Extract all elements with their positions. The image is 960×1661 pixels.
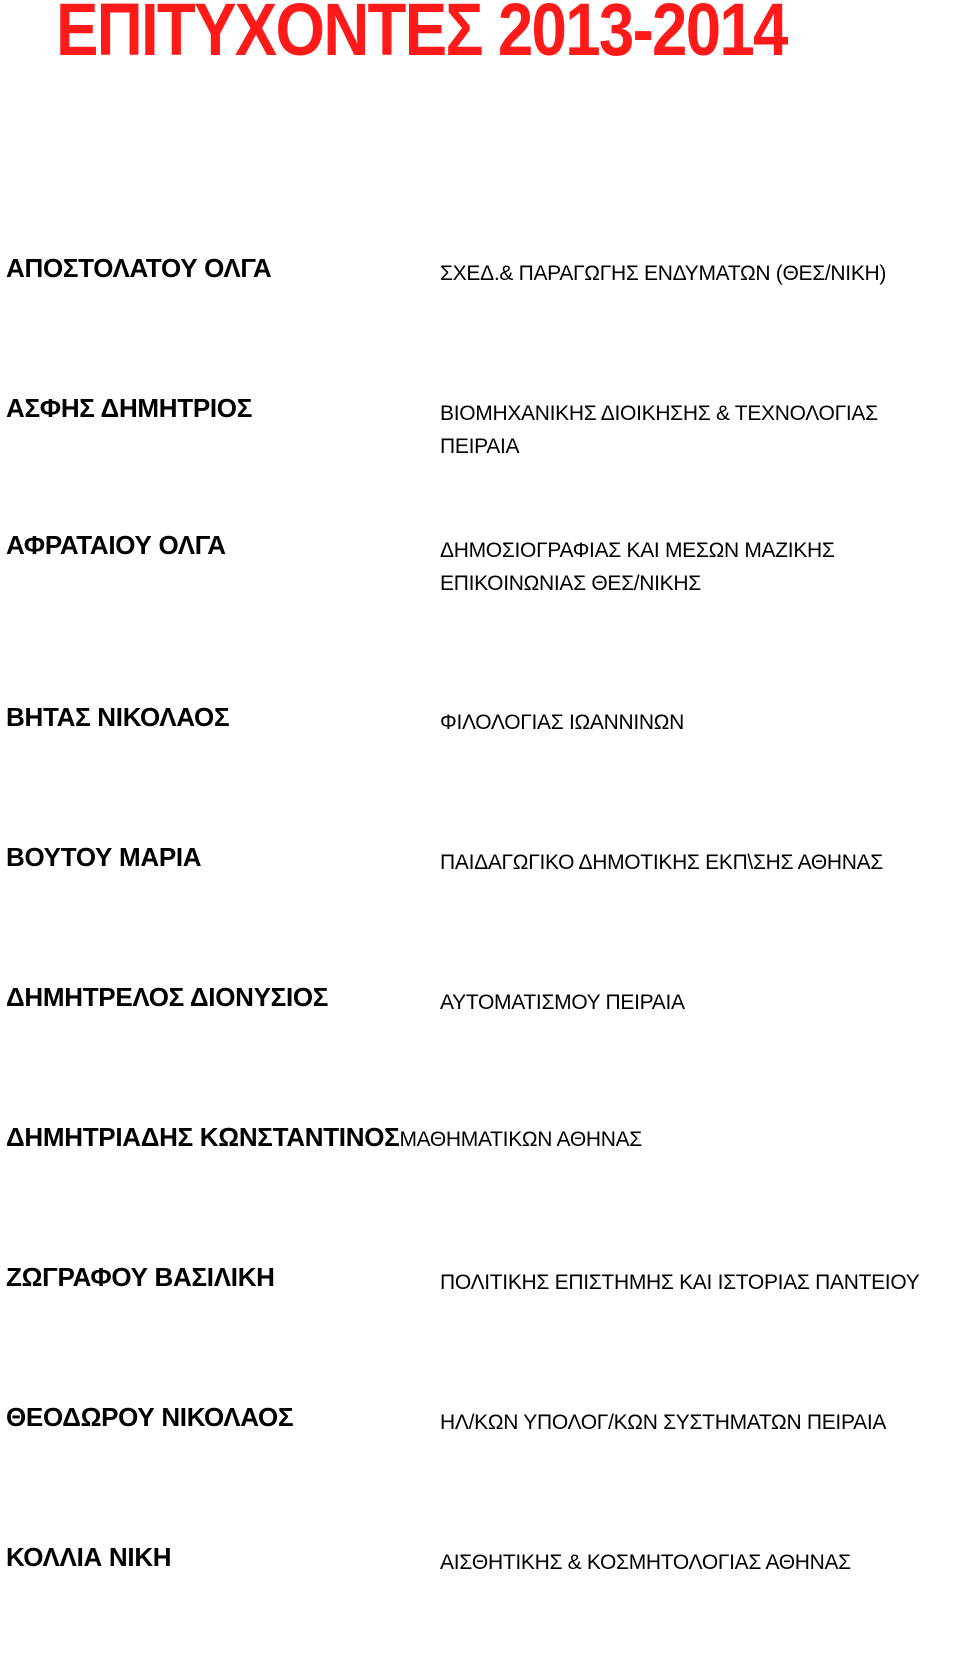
student-name: ΔΗΜΗΤΡΕΛΟΣ ΔΙΟΝΥΣΙΟΣ [6, 982, 329, 1012]
department-name: ΑΥΤΟΜΑΤΙΣΜΟΥ ΠΕΙΡΑΙΑ [440, 991, 685, 1014]
department-name: ΒΙΟΜΗΧΑΝΙΚΗΣ ΔΙΟΙΚΗΣΗΣ & ΤΕΧΝΟΛΟΓΙΑΣ ΠΕΙΡΑΙΑ [440, 402, 878, 458]
department-name: ΠΑΙΔΑΓΩΓΙΚΟ ΔΗΜΟΤΙΚΗΣ ΕΚΠ\ΣΗΣ ΑΘΗΝΑΣ [440, 851, 883, 874]
student-name: ΒΗΤΑΣ ΝΙΚΟΛΑΟΣ [6, 702, 230, 732]
department-name: ΠΟΛΙΤΙΚΗΣ ΕΠΙΣΤΗΜΗΣ ΚΑΙ ΙΣΤΟΡΙΑΣ ΠΑΝΤΕΙΟΥ [440, 1271, 920, 1294]
student-name: ΑΦΡΑΤΑΙΟΥ ΟΛΓΑ [6, 530, 226, 560]
department-name: ΔΗΜΟΣΙΟΓΡΑΦΙΑΣ ΚΑΙ ΜΕΣΩΝ ΜΑΖΙΚΗΣ ΕΠΙΚΟΙΝΩΝΙΑΣ ΘΕΣ/ΝΙΚΗΣ [440, 539, 835, 595]
department-name: ΗΛ/ΚΩΝ ΥΠΟΛΟΓ/ΚΩΝ ΣΥΣΤΗΜΑΤΩΝ ΠΕΙΡΑΙΑ [440, 1411, 887, 1434]
page-title: ΕΠΙΤΥΧΟΝΤΕΣ 2013-2014 [56, 0, 787, 71]
department-name: ΦΙΛΟΛΟΓΙΑΣ ΙΩΑΝΝΙΝΩΝ [440, 711, 685, 734]
student-name: ΔΗΜΗΤΡΙΑΔΗΣ ΚΩΝΣΤΑΝΤΙΝΟΣ [6, 1122, 400, 1152]
student-name: ΒΟΥΤΟΥ ΜΑΡΙΑ [6, 842, 202, 872]
student-name: ΖΩΓΡΑΦΟΥ ΒΑΣΙΛΙΚΗ [6, 1262, 275, 1292]
student-name: ΑΠΟΣΤΟΛΑΤΟΥ ΟΛΓΑ [6, 253, 272, 283]
student-name: ΚΟΛΛΙΑ ΝΙΚΗ [6, 1542, 172, 1572]
student-name: ΑΣΦΗΣ ΔΗΜΗΤΡΙΟΣ [6, 393, 253, 423]
department-name: ΜΑΘΗΜΑΤΙΚΩΝ ΑΘΗΝΑΣ [399, 1128, 642, 1151]
student-name: ΘΕΟΔΩΡΟΥ ΝΙΚΟΛΑΟΣ [6, 1402, 294, 1432]
department-name: ΣΧΕΔ.& ΠΑΡΑΓΩΓΗΣ ΕΝΔΥΜΑΤΩΝ (ΘΕΣ/ΝΙΚΗ) [440, 262, 887, 285]
department-name: ΑΙΣΘΗΤΙΚΗΣ & ΚΟΣΜΗΤΟΛΟΓΙΑΣ ΑΘΗΝΑΣ [440, 1551, 851, 1574]
